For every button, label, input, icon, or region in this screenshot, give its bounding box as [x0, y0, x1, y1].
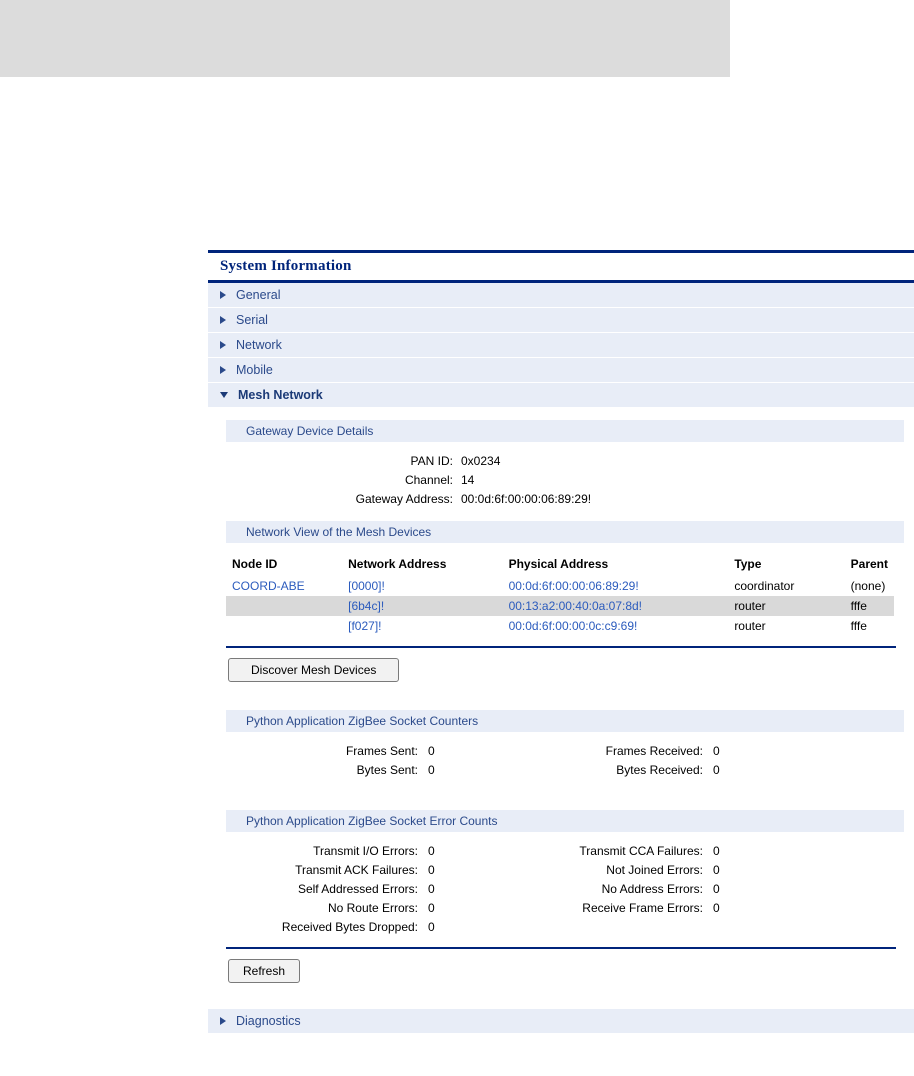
subheader-network-view: Network View of the Mesh Devices: [226, 521, 904, 543]
section-label-general: General: [236, 288, 281, 302]
received-bytes-dropped-label: Received Bytes Dropped:: [281, 920, 418, 934]
column-network-address: Network Address: [348, 557, 447, 571]
mesh-devices-table: [226, 553, 894, 636]
error-row: [208, 861, 914, 880]
physical-address-value: 00:0d:6f:00:00:06:89:29!: [508, 579, 639, 593]
gateway-address-label: Gateway Address:: [355, 492, 453, 506]
network-address-link[interactable]: [f027]!: [348, 619, 382, 633]
parent-value: fffe: [845, 596, 894, 616]
device-type-value: router: [734, 619, 766, 633]
physical-address-value: 00:0d:6f:00:00:0c:c9:69!: [508, 619, 638, 633]
bytes-received-value: 0: [713, 763, 720, 777]
section-label-diagnostics: Diagnostics: [236, 1014, 301, 1028]
chevron-right-icon: [220, 1017, 226, 1025]
divider: [226, 947, 896, 949]
physical-address-value: 00:13:a2:00:40:0a:07:8d!: [508, 599, 643, 613]
pan-id-label: PAN ID:: [410, 454, 453, 468]
received-bytes-dropped-value: 0: [428, 920, 435, 934]
page-title: System Information: [208, 250, 914, 283]
transmit-cca-failures-label: Transmit CCA Failures:: [579, 844, 703, 858]
section-header-mesh-network[interactable]: [208, 383, 914, 408]
section-label-mesh-network: Mesh Network: [238, 388, 323, 402]
section-label-serial: Serial: [236, 313, 268, 327]
no-route-errors-label: No Route Errors:: [327, 901, 418, 915]
column-node-id: Node ID: [232, 557, 278, 571]
system-information-panel: [208, 250, 914, 1034]
subheader-gateway-device-details: Gateway Device Details: [226, 420, 904, 442]
gateway-details-list: [208, 452, 914, 509]
receive-frame-errors-label: Receive Frame Errors:: [582, 901, 703, 915]
error-row: [208, 842, 914, 861]
gateway-address-value: 00:0d:6f:00:00:06:89:29!: [461, 492, 592, 506]
empty-value: [713, 918, 773, 937]
section-label-network: Network: [236, 338, 282, 352]
chevron-right-icon: [220, 366, 226, 374]
network-address-link[interactable]: [6b4c]!: [348, 599, 385, 613]
transmit-cca-failures-value: 0: [713, 844, 720, 858]
column-parent: Parent: [850, 557, 888, 571]
refresh-button[interactable]: Refresh: [228, 959, 300, 983]
gateway-detail-row: [208, 490, 914, 509]
transmit-io-errors-label: Transmit I/O Errors:: [313, 844, 418, 858]
column-type: Type: [734, 557, 762, 571]
counter-row: [208, 742, 914, 761]
error-row: [208, 899, 914, 918]
section-header-network[interactable]: [208, 333, 914, 358]
chevron-down-icon: [220, 392, 228, 398]
section-header-general[interactable]: [208, 283, 914, 308]
no-address-errors-value: 0: [713, 882, 720, 896]
no-route-errors-value: 0: [428, 901, 435, 915]
device-type-value: coordinator: [734, 579, 795, 593]
transmit-ack-failures-value: 0: [428, 863, 435, 877]
section-header-serial[interactable]: [208, 308, 914, 333]
table-row[interactable]: [226, 616, 894, 636]
chevron-right-icon: [220, 341, 226, 349]
subheader-socket-error-counts: Python Application ZigBee Socket Error Counts: [226, 810, 904, 832]
transmit-ack-failures-label: Transmit ACK Failures:: [295, 863, 418, 877]
chevron-right-icon: [220, 291, 226, 299]
network-address-link[interactable]: [0000]!: [348, 579, 385, 593]
table-header-row: [226, 553, 894, 576]
gateway-detail-row: [208, 452, 914, 471]
section-label-mobile: Mobile: [236, 363, 273, 377]
frames-received-value: 0: [713, 744, 720, 758]
counter-row: [208, 761, 914, 780]
table-row[interactable]: [226, 576, 894, 596]
bytes-sent-value: 0: [428, 763, 435, 777]
bytes-sent-label: Bytes Sent:: [356, 763, 418, 777]
gateway-detail-row: [208, 471, 914, 490]
parent-value: fffe: [850, 619, 867, 633]
table-row[interactable]: [226, 596, 894, 616]
page-top-band: [0, 0, 730, 77]
device-type-value: router: [728, 596, 844, 616]
frames-sent-label: Frames Sent:: [345, 744, 418, 758]
section-header-mobile[interactable]: [208, 358, 914, 383]
empty-label: [488, 918, 713, 937]
self-addressed-errors-value: 0: [428, 882, 435, 896]
discover-button-wrap: [228, 658, 914, 682]
self-addressed-errors-label: Self Addressed Errors:: [297, 882, 418, 896]
channel-value: 14: [461, 473, 475, 487]
node-id-link[interactable]: COORD-ABE: [232, 579, 305, 593]
error-row: [208, 918, 914, 937]
transmit-io-errors-value: 0: [428, 844, 435, 858]
not-joined-errors-label: Not Joined Errors:: [606, 863, 703, 877]
bytes-received-label: Bytes Received:: [616, 763, 703, 777]
socket-error-counts-list: [208, 842, 914, 937]
column-physical-address: Physical Address: [508, 557, 609, 571]
mesh-network-body: [208, 420, 914, 999]
frames-sent-value: 0: [428, 744, 435, 758]
not-joined-errors-value: 0: [713, 863, 720, 877]
divider: [226, 646, 896, 648]
socket-counters-list: [208, 742, 914, 780]
error-row: [208, 880, 914, 899]
pan-id-value: 0x0234: [461, 454, 501, 468]
section-header-diagnostics[interactable]: [208, 1009, 914, 1034]
receive-frame-errors-value: 0: [713, 901, 720, 915]
frames-received-label: Frames Received:: [605, 744, 703, 758]
discover-mesh-devices-button[interactable]: Discover Mesh Devices: [228, 658, 399, 682]
refresh-button-wrap: [228, 959, 914, 983]
subheader-socket-counters: Python Application ZigBee Socket Counters: [226, 710, 904, 732]
no-address-errors-label: No Address Errors:: [601, 882, 703, 896]
chevron-right-icon: [220, 316, 226, 324]
parent-value: (none): [850, 579, 886, 593]
channel-label: Channel:: [404, 473, 453, 487]
